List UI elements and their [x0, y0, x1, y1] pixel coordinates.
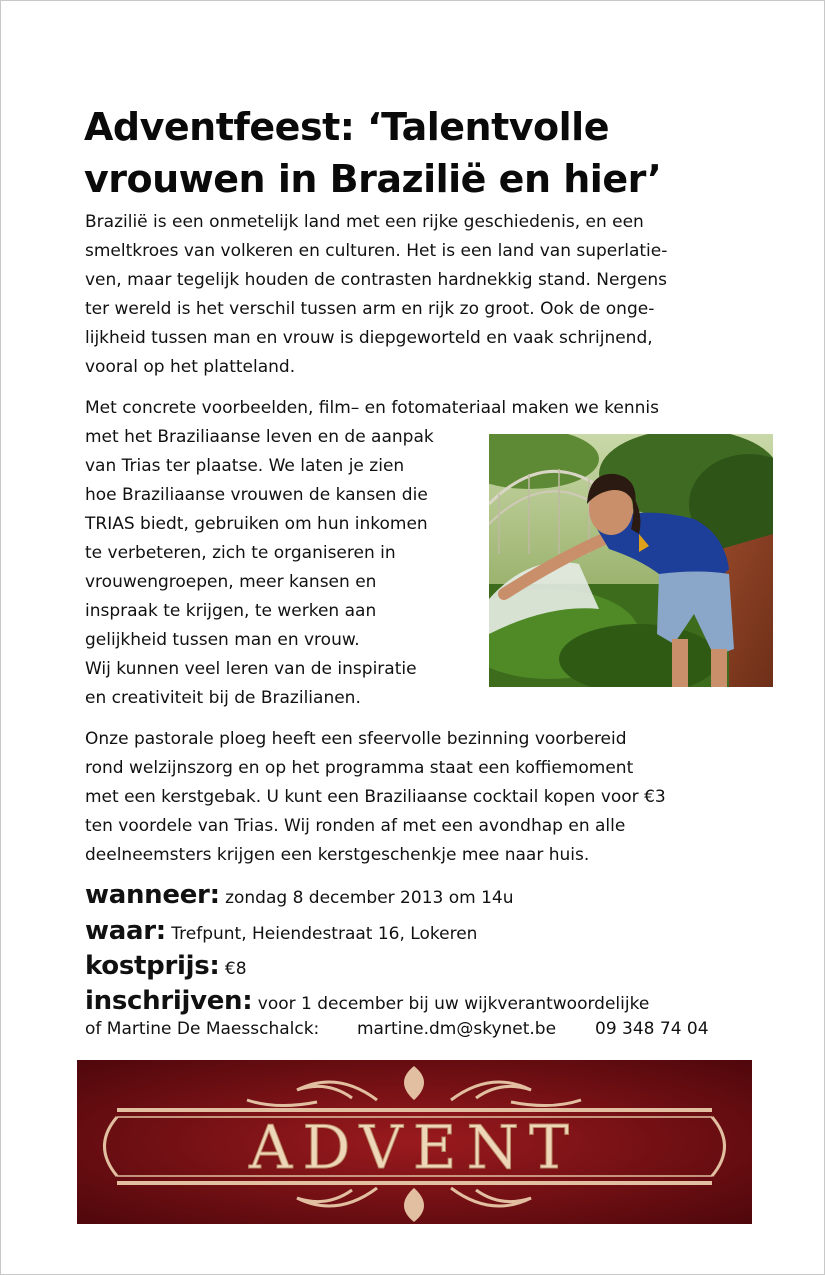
contact-name: of Martine De Maesschalck: — [85, 1019, 320, 1039]
text-line: hoe Braziliaanse vrouwen de kansen die — [85, 485, 428, 505]
info-signup — [85, 986, 649, 1016]
title-line-1: Adventfeest: ‘Talentvolle — [84, 105, 609, 149]
text-line: inspraak te krijgen, te werken aan — [85, 601, 377, 621]
info-price — [85, 951, 247, 981]
text-line: met een kerstgebak. U kunt een Braziliaanse cocktail kopen voor €3 — [85, 787, 666, 807]
text-line: Met concrete voorbeelden, film– en fotomateriaal maken we kennis — [85, 398, 659, 418]
when-label: wanneer: — [85, 880, 220, 910]
text-line: met het Braziliaanse leven en de aanpak — [85, 427, 434, 447]
text-line: rond welzijnszorg en op het programma staat een koffiemoment — [85, 758, 634, 778]
text-line: te verbeteren, zich te organiseren in — [85, 543, 396, 563]
price-label: kostprijs: — [85, 951, 220, 981]
text-line: Wij kunnen veel leren van de inspiratie — [85, 659, 417, 679]
where-value: Trefpunt, Heiendestraat 16, Lokeren — [165, 924, 478, 944]
info-where — [85, 916, 477, 946]
page-title — [84, 101, 784, 205]
signup-value: voor 1 december bij uw wijkverantwoordelijke — [252, 994, 650, 1014]
farm-woman-photo — [489, 434, 773, 687]
contact-email[interactable]: martine.dm@skynet.be — [357, 1019, 557, 1039]
text-line: vrouwengroepen, meer kansen en — [85, 572, 377, 592]
advent-banner — [77, 1060, 752, 1224]
contact-phone: 09 348 74 04 — [595, 1019, 709, 1039]
text-line: gelijkheid tussen man en vrouw. — [85, 630, 360, 650]
text-line: TRIAS biedt, gebruiken om hun inkomen — [85, 514, 428, 534]
text-line: smeltkroes van volkeren en culturen. Het is een land van superlatie- — [85, 241, 668, 261]
text-line: ter wereld is het verschil tussen arm en rijk zo groot. Ook de onge- — [85, 299, 655, 319]
text-line: van Trias ter plaatse. We laten je zien — [85, 456, 405, 476]
price-value: €8 — [219, 959, 247, 979]
title-line-2: vrouwen in Brazilië en hier’ — [84, 157, 662, 201]
text-line: Brazilië is een onmetelijk land met een rijke geschiedenis, en een — [85, 212, 644, 232]
text-line: ten voordele van Trias. Wij ronden af met een avondhap en alle — [85, 816, 626, 836]
text-line: en creativiteit bij de Brazilianen. — [85, 688, 361, 708]
text-line: vooral op het platteland. — [85, 357, 296, 377]
info-when — [85, 880, 514, 910]
text-line: ven, maar tegelijk houden de contrasten hardnekkig stand. Nergens — [85, 270, 668, 290]
text-line: deelneemsters krijgen een kerstgeschenkje mee naar huis. — [85, 845, 590, 865]
contact-line — [85, 1019, 709, 1039]
signup-label: inschrijven: — [85, 986, 253, 1016]
when-value: zondag 8 december 2013 om 14u — [219, 888, 514, 908]
intro-paragraph — [85, 208, 765, 382]
banner-text: ADVENT — [248, 1113, 580, 1183]
program-paragraph — [85, 725, 765, 870]
text-line: Onze pastorale ploeg heeft een sfeervolle bezinning voorbereid — [85, 729, 627, 749]
where-label: waar: — [85, 916, 166, 946]
text-line: lijkheid tussen man en vrouw is diepgeworteld en vaak schrijnend, — [85, 328, 653, 348]
